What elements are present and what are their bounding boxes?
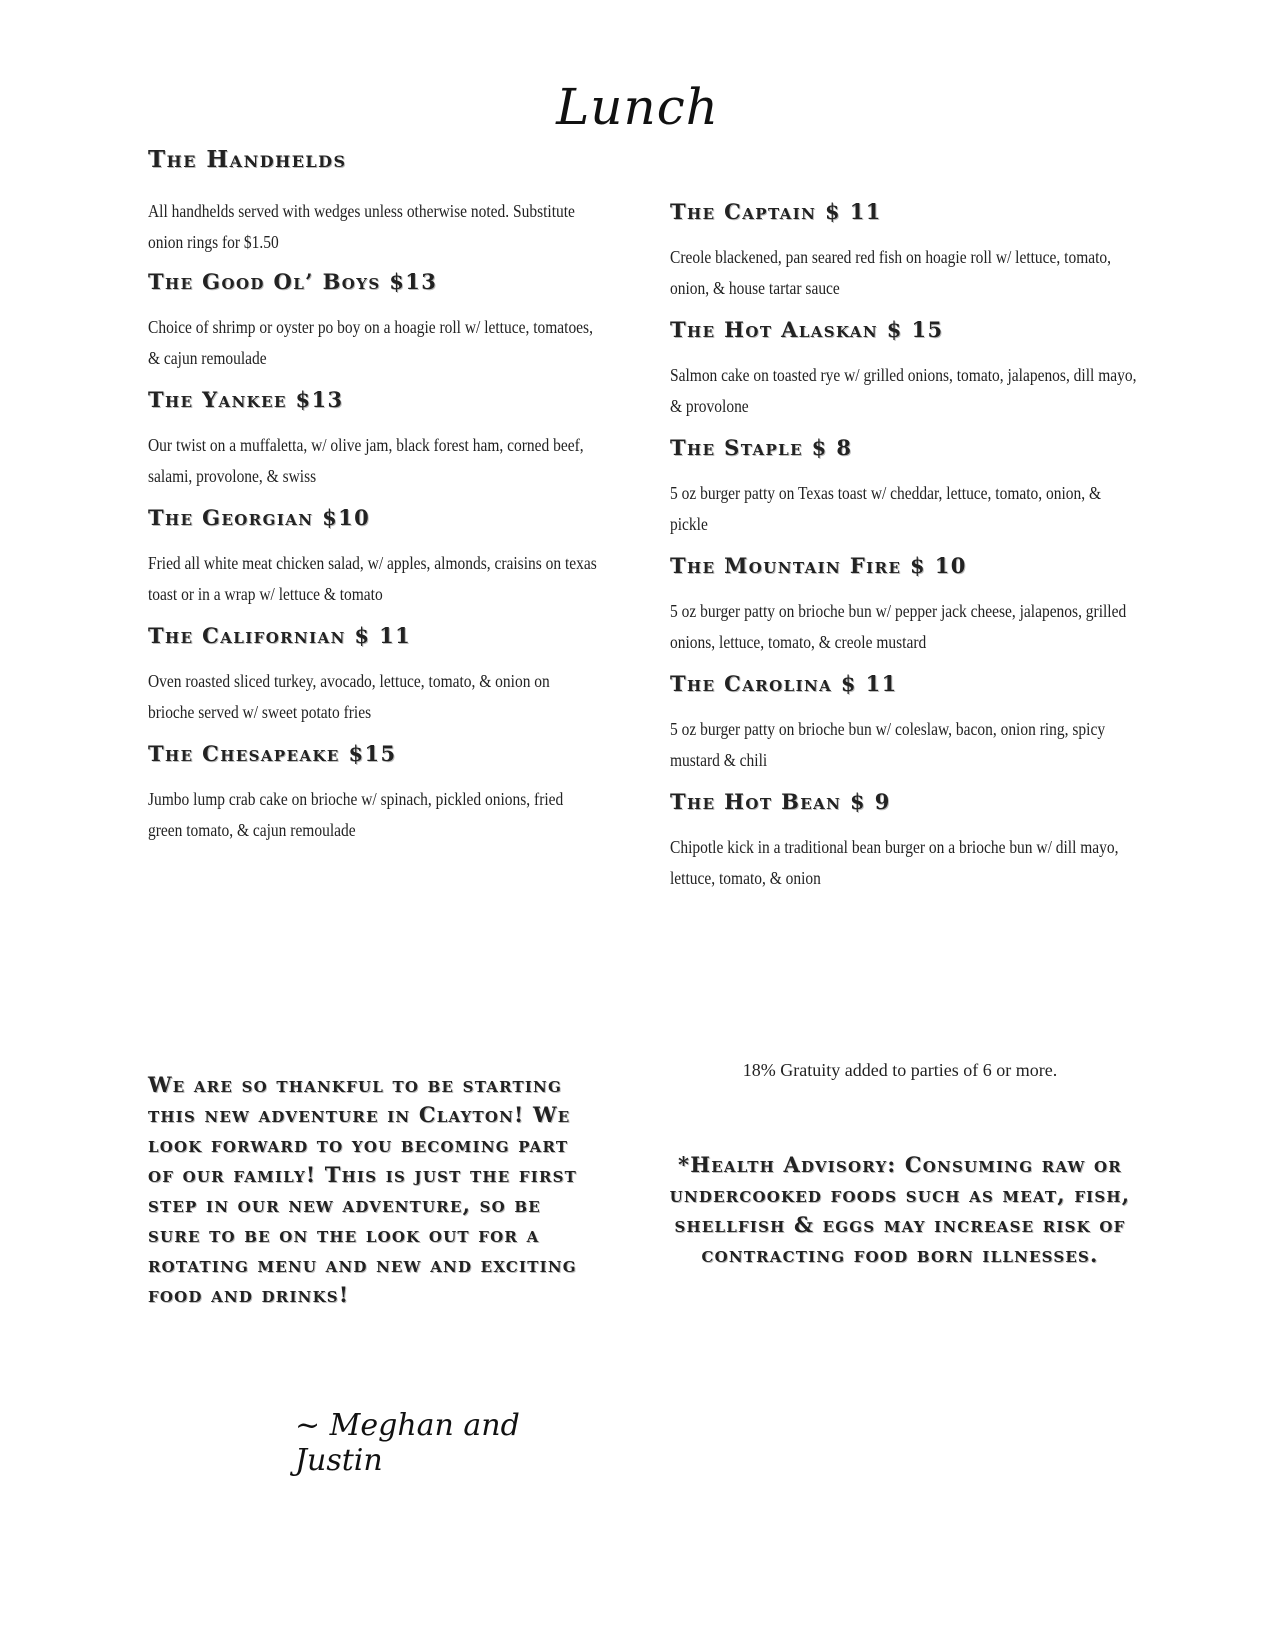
menu-item-name: The Captain $ 11 [670, 199, 882, 224]
menu-item [670, 552, 1140, 658]
signature: ~ Meghan and Justin [295, 1408, 520, 1478]
menu-item-name: The Hot Alaskan $ 15 [670, 317, 944, 342]
menu-item-desc: Salmon cake on toasted rye w/ grilled onions, tomato, jalapenos, dill mayo, & provolone [670, 365, 1137, 416]
menu-item [670, 670, 1140, 776]
menu-item [148, 622, 598, 728]
menu-item-desc: Oven roasted sliced turkey, avocado, lettuce, tomato, & onion on brioche served w/ sweet potato fries [148, 671, 550, 722]
menu-item-desc: Jumbo lump crab cake on brioche w/ spinach, pickled onions, fried green tomato, & cajun remoulade [148, 789, 564, 840]
menu-item-name: The Good Ol’ Boys $13 [148, 269, 438, 294]
section-note: All handhelds served with wedges unless otherwise noted. Substitute onion rings for $1.50 [148, 201, 575, 252]
menu-item-desc: Chipotle kick in a traditional bean burger on a brioche bun w/ dill mayo, lettuce, tomato, & onion [670, 837, 1119, 888]
page-title: Lunch [556, 78, 719, 136]
menu-item [148, 268, 598, 374]
menu-item-name: The Hot Bean $ 9 [670, 789, 891, 814]
section-heading: The Handhelds [148, 146, 347, 173]
gratuity-note: 18% Gratuity added to parties of 6 or more. [742, 1060, 1058, 1080]
menu-item-desc: 5 oz burger patty on Texas toast w/ cheddar, lettuce, tomato, onion, & pickle [670, 483, 1102, 534]
thank-you-message: We are so thankful to be starting this new adventure in Clayton! We look forward to you becoming part of our family! This is just the first step in our new adventure, so be sure to be on the look out for a rotating menu and new and exciting food and drinks! [148, 1072, 578, 1307]
menu-item-desc: 5 oz burger patty on brioche bun w/ coleslaw, bacon, onion ring, spicy mustard & chili [670, 719, 1106, 770]
menu-item-desc: Fried all white meat chicken salad, w/ apples, almonds, craisins on texas toast or in a wrap w/ lettuce & tomato [148, 553, 597, 604]
menu-item-desc: Choice of shrimp or oyster po boy on a hoagie roll w/ lettuce, tomatoes, & cajun remoulade [148, 317, 593, 368]
menu-item [670, 434, 1140, 540]
menu-item [148, 386, 598, 492]
left-column [148, 146, 598, 858]
menu-item-desc: 5 oz burger patty on brioche bun w/ pepper jack cheese, jalapenos, grilled onions, lettuce, tomato, & creole mustard [670, 601, 1127, 652]
health-advisory: *Health Advisory: Consuming raw or undercooked foods such as meat, fish, shellfish & eggs may increase risk of contracting food born illnesses. [669, 1152, 1131, 1267]
menu-item-name: The Yankee $13 [148, 387, 344, 412]
menu-item-name: The Chesapeake $15 [148, 741, 397, 766]
menu-item [148, 504, 598, 610]
menu-item-desc: Our twist on a muffaletta, w/ olive jam, black forest ham, corned beef, salami, provolone, & swiss [148, 435, 584, 486]
menu-item-name: The Carolina $ 11 [670, 671, 898, 696]
menu-item-name: The Mountain Fire $ 10 [670, 553, 967, 578]
menu-item [670, 198, 1140, 304]
menu-item [670, 788, 1140, 894]
menu-item-name: The Georgian $10 [148, 505, 371, 530]
menu-item-desc: Creole blackened, pan seared red fish on hoagie roll w/ lettuce, tomato, onion, & house tartar sauce [670, 247, 1112, 298]
menu-item [670, 316, 1140, 422]
right-column [670, 198, 1140, 906]
menu-item-name: The Staple $ 8 [670, 435, 853, 460]
menu-item-name: The Californian $ 11 [148, 623, 412, 648]
menu-item [148, 740, 598, 846]
